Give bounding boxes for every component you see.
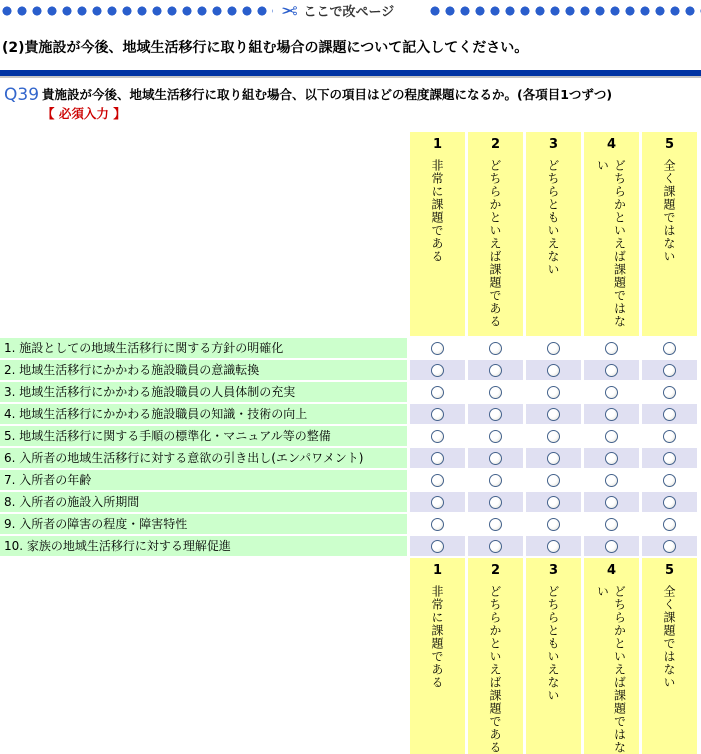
- radio-row2-col2[interactable]: [489, 364, 502, 377]
- column-label: どちらかといえば課題である: [488, 159, 502, 328]
- radio-row6-col5[interactable]: [663, 452, 676, 465]
- question-text-wrap: [42, 87, 612, 122]
- radio-cell-row7-col3: [526, 470, 581, 490]
- page-break-divider: [0, 0, 701, 23]
- radio-cell-row4-col4: [584, 404, 639, 424]
- radio-cell-row1-col3: [526, 338, 581, 358]
- radio-row6-col1[interactable]: [431, 452, 444, 465]
- column-number: 1: [432, 563, 443, 578]
- radio-row5-col3[interactable]: [547, 430, 560, 443]
- column-top-header-5: [642, 132, 697, 336]
- question-block: [4, 87, 701, 122]
- radio-cell-row8-col4: [584, 492, 639, 512]
- column-bottom-header-3: [526, 558, 581, 754]
- radio-cell-row2-col2: [468, 360, 523, 380]
- radio-cell-row10-col2: [468, 536, 523, 556]
- radio-row4-col4[interactable]: [605, 408, 618, 421]
- radio-cell-row6-col3: [526, 448, 581, 468]
- radio-row10-col1[interactable]: [431, 540, 444, 553]
- radio-row1-col3[interactable]: [547, 342, 560, 355]
- column-number: 4: [606, 137, 617, 152]
- dotted-line-right: [428, 5, 701, 17]
- radio-row7-col2[interactable]: [489, 474, 502, 487]
- radio-row1-col1[interactable]: [431, 342, 444, 355]
- column-number: 3: [548, 137, 559, 152]
- radio-cell-row3-col1: [410, 382, 465, 402]
- radio-cell-row2-col5: [642, 360, 697, 380]
- radio-row1-col2[interactable]: [489, 342, 502, 355]
- radio-row3-col1[interactable]: [431, 386, 444, 399]
- radio-row10-col5[interactable]: [663, 540, 676, 553]
- column-top-header-2: [468, 132, 523, 336]
- radio-row2-col4[interactable]: [605, 364, 618, 377]
- column-label: どちらともいえない: [546, 159, 560, 276]
- radio-row10-col3[interactable]: [547, 540, 560, 553]
- radio-cell-row4-col5: [642, 404, 697, 424]
- radio-cell-row2-col1: [410, 360, 465, 380]
- row-label-4: 4. 地域生活移行にかかわる施設職員の知識・技術の向上: [0, 404, 407, 424]
- radio-cell-row6-col5: [642, 448, 697, 468]
- radio-cell-row9-col5: [642, 514, 697, 534]
- row-label-10: 10. 家族の地域生活移行に対する理解促進: [0, 536, 407, 556]
- radio-cell-row5-col4: [584, 426, 639, 446]
- radio-row8-col2[interactable]: [489, 496, 502, 509]
- column-label: どちらかといえば課題ではない: [595, 159, 627, 328]
- radio-row7-col5[interactable]: [663, 474, 676, 487]
- radio-cell-row3-col4: [584, 382, 639, 402]
- radio-cell-row5-col1: [410, 426, 465, 446]
- column-number: 2: [490, 563, 501, 578]
- radio-row4-col3[interactable]: [547, 408, 560, 421]
- radio-row3-col3[interactable]: [547, 386, 560, 399]
- dotted-line-left: [0, 5, 273, 17]
- column-number: 5: [664, 137, 675, 152]
- radio-row6-col2[interactable]: [489, 452, 502, 465]
- radio-cell-row4-col3: [526, 404, 581, 424]
- column-label: 全く課題ではない: [662, 159, 676, 263]
- column-label: 非常に課題である: [430, 585, 444, 689]
- column-top-header-1: [410, 132, 465, 336]
- column-number: 4: [606, 563, 617, 578]
- radio-cell-row7-col2: [468, 470, 523, 490]
- matrix-corner-top: [0, 132, 407, 336]
- radio-row5-col1[interactable]: [431, 430, 444, 443]
- matrix-corner-bottom: [0, 558, 407, 754]
- column-label: どちらかといえば課題である: [488, 585, 502, 754]
- radio-row5-col2[interactable]: [489, 430, 502, 443]
- column-label: どちらかといえば課題ではない: [595, 585, 627, 754]
- radio-cell-row9-col3: [526, 514, 581, 534]
- column-label: 全く課題ではない: [662, 585, 676, 689]
- radio-cell-row3-col2: [468, 382, 523, 402]
- page-break-label: ここで改ページ: [303, 5, 395, 20]
- radio-row9-col1[interactable]: [431, 518, 444, 531]
- survey-page: [0, 2, 701, 754]
- row-label-8: 8. 入所者の施設入所期間: [0, 492, 407, 512]
- radio-cell-row8-col3: [526, 492, 581, 512]
- radio-cell-row1-col1: [410, 338, 465, 358]
- radio-cell-row9-col4: [584, 514, 639, 534]
- scissors-icon: ✂: [280, 0, 298, 23]
- radio-cell-row7-col4: [584, 470, 639, 490]
- column-number: 5: [664, 563, 675, 578]
- column-bottom-header-1: [410, 558, 465, 754]
- column-label: どちらともいえない: [546, 585, 560, 702]
- radio-cell-row8-col5: [642, 492, 697, 512]
- radio-cell-row7-col1: [410, 470, 465, 490]
- column-bottom-header-4: [584, 558, 639, 754]
- row-label-6: 6. 入所者の地域生活移行に対する意欲の引き出し(エンパワメント): [0, 448, 407, 468]
- radio-row9-col2[interactable]: [489, 518, 502, 531]
- row-label-7: 7. 入所者の年齢: [0, 470, 407, 490]
- column-bottom-header-2: [468, 558, 523, 754]
- radio-row4-col2[interactable]: [489, 408, 502, 421]
- radio-row5-col5[interactable]: [663, 430, 676, 443]
- radio-row3-col5[interactable]: [663, 386, 676, 399]
- question-text: 貴施設が今後、地域生活移行に取り組む場合、以下の項目はどの程度課題になるか。(各項目1つずつ): [42, 87, 613, 102]
- radio-cell-row9-col1: [410, 514, 465, 534]
- radio-row10-col4[interactable]: [605, 540, 618, 553]
- radio-row9-col4[interactable]: [605, 518, 618, 531]
- question-number: Q39: [4, 85, 40, 105]
- radio-cell-row6-col4: [584, 448, 639, 468]
- radio-row4-col5[interactable]: [663, 408, 676, 421]
- radio-cell-row1-col5: [642, 338, 697, 358]
- radio-row1-col5[interactable]: [663, 342, 676, 355]
- matrix-grid: [0, 132, 697, 754]
- radio-cell-row3-col3: [526, 382, 581, 402]
- radio-cell-row10-col5: [642, 536, 697, 556]
- radio-cell-row10-col1: [410, 536, 465, 556]
- radio-cell-row1-col4: [584, 338, 639, 358]
- radio-cell-row5-col2: [468, 426, 523, 446]
- row-label-3: 3. 地域生活移行にかかわる施設職員の人員体制の充実: [0, 382, 407, 402]
- column-number: 2: [490, 137, 501, 152]
- radio-row7-col3[interactable]: [547, 474, 560, 487]
- radio-cell-row4-col1: [410, 404, 465, 424]
- radio-row9-col5[interactable]: [663, 518, 676, 531]
- radio-cell-row10-col3: [526, 536, 581, 556]
- row-label-1: 1. 施設としての地域生活移行に関する方針の明確化: [0, 338, 407, 358]
- radio-cell-row1-col2: [468, 338, 523, 358]
- radio-row6-col3[interactable]: [547, 452, 560, 465]
- column-bottom-header-5: [642, 558, 697, 754]
- radio-cell-row6-col2: [468, 448, 523, 468]
- section-heading: (2)貴施設が今後、地域生活移行に取り組む場合の課題について記入してください。: [2, 40, 529, 56]
- radio-row8-col5[interactable]: [663, 496, 676, 509]
- radio-cell-row7-col5: [642, 470, 697, 490]
- radio-cell-row2-col4: [584, 360, 639, 380]
- radio-cell-row8-col1: [410, 492, 465, 512]
- radio-cell-row5-col5: [642, 426, 697, 446]
- column-label: 非常に課題である: [430, 159, 444, 263]
- row-label-2: 2. 地域生活移行にかかわる施設職員の意識転換: [0, 360, 407, 380]
- radio-cell-row8-col2: [468, 492, 523, 512]
- radio-row2-col5[interactable]: [663, 364, 676, 377]
- radio-row8-col3[interactable]: [547, 496, 560, 509]
- radio-row2-col1[interactable]: [431, 364, 444, 377]
- column-number: 3: [548, 563, 559, 578]
- radio-cell-row5-col3: [526, 426, 581, 446]
- radio-row8-col4[interactable]: [605, 496, 618, 509]
- radio-row4-col1[interactable]: [431, 408, 444, 421]
- radio-row6-col4[interactable]: [605, 452, 618, 465]
- radio-cell-row10-col4: [584, 536, 639, 556]
- column-number: 1: [432, 137, 443, 152]
- radio-cell-row2-col3: [526, 360, 581, 380]
- radio-row7-col4[interactable]: [605, 474, 618, 487]
- radio-cell-row4-col2: [468, 404, 523, 424]
- radio-cell-row3-col5: [642, 382, 697, 402]
- radio-row2-col3[interactable]: [547, 364, 560, 377]
- row-label-5: 5. 地域生活移行に関する手順の標準化・マニュアル等の整備: [0, 426, 407, 446]
- column-top-header-3: [526, 132, 581, 336]
- radio-cell-row9-col2: [468, 514, 523, 534]
- radio-row8-col1[interactable]: [431, 496, 444, 509]
- required-label: 【 必須入力 】: [42, 106, 126, 121]
- radio-row10-col2[interactable]: [489, 540, 502, 553]
- row-label-9: 9. 入所者の障害の程度・障害特性: [0, 514, 407, 534]
- radio-row7-col1[interactable]: [431, 474, 444, 487]
- section-divider-bar: [0, 70, 701, 78]
- radio-row9-col3[interactable]: [547, 518, 560, 531]
- radio-row5-col4[interactable]: [605, 430, 618, 443]
- radio-row1-col4[interactable]: [605, 342, 618, 355]
- radio-cell-row6-col1: [410, 448, 465, 468]
- radio-row3-col4[interactable]: [605, 386, 618, 399]
- column-top-header-4: [584, 132, 639, 336]
- radio-row3-col2[interactable]: [489, 386, 502, 399]
